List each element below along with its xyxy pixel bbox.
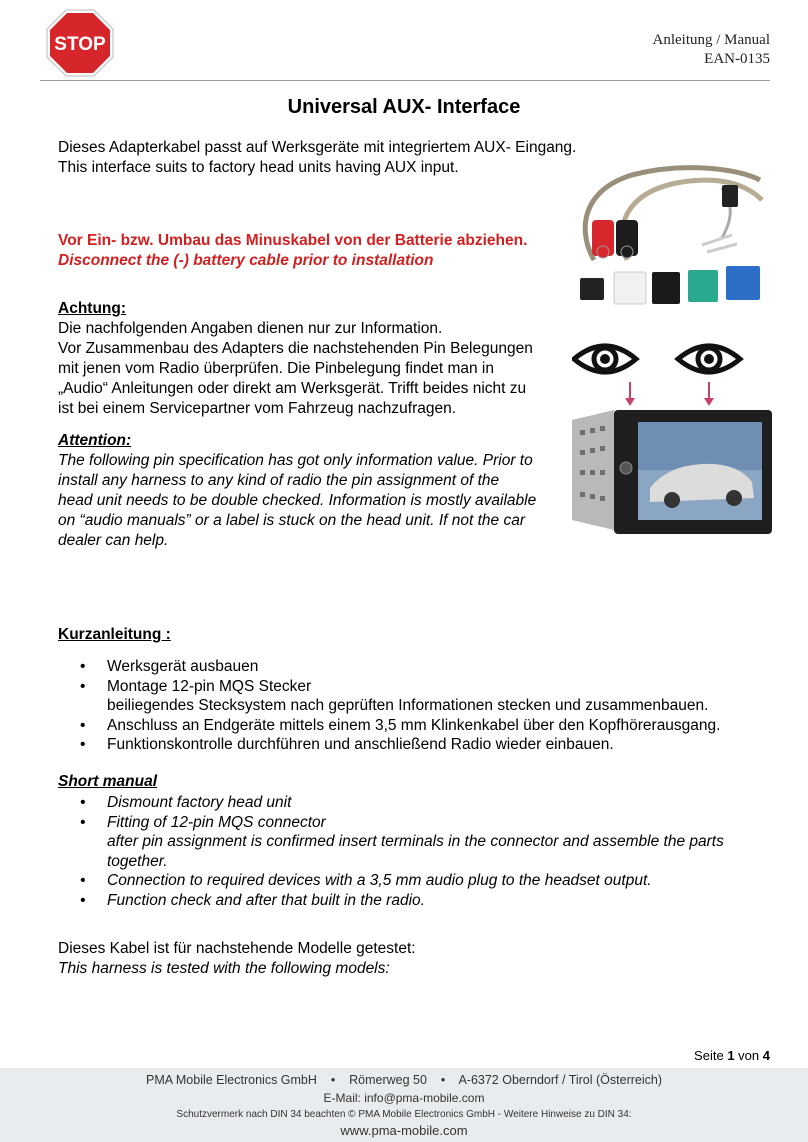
list-item: • Fitting of 12-pin MQS connector after pin assignment is confirmed insert terminals in the connector and assemble the parts together. [58, 813, 770, 872]
eye-left-icon [574, 346, 636, 372]
tested-de: Dieses Kabel ist für nachstehende Modelle getestet: [58, 940, 416, 957]
list-item: • Funktionskontrolle durchführen und anschließend Radio wieder einbauen. [58, 735, 768, 755]
attention-line: dealer can help. [58, 532, 169, 549]
intro-de: Dieses Adapterkabel passt auf Werksgeräte mit integriertem AUX- Eingang. [58, 139, 577, 156]
footer-email[interactable]: E-Mail: info@pma-mobile.com [323, 1091, 485, 1105]
kurzanleitung-heading: Kurzanleitung : [58, 626, 171, 643]
head-unit-image [572, 410, 772, 536]
achtung-line: Die nachfolgenden Angaben dienen nur zur Information. [58, 320, 443, 337]
achtung-section [58, 299, 533, 419]
short-manual-list [58, 793, 770, 910]
achtung-line: „Audio“ Anleitungen oder direkt am Werksgerät. Trifft beides nicht zu [58, 380, 527, 397]
warning-en: Disconnect the (-) battery cable prior to installation [58, 252, 434, 269]
stop-sign-label: STOP [54, 34, 106, 55]
list-item: • Function check and after that built in the radio. [58, 891, 770, 911]
list-item: • Connection to required devices with a 3,5 mm audio plug to the headset output. [58, 871, 770, 891]
tested-models-text [58, 939, 416, 979]
stop-sign-icon [46, 9, 114, 77]
footer-legal: Schutzvermerk nach DIN 34 beachten © PMA Mobile Electronics GmbH - Weitere Hinweise zu DIN 34: [176, 1109, 632, 1120]
short-manual-heading: Short manual [58, 773, 158, 790]
tested-en: This harness is tested with the following models: [58, 960, 390, 977]
attention-heading: Attention: [58, 432, 132, 449]
ean-code: EAN-0135 [704, 51, 770, 67]
header-divider [40, 80, 770, 81]
page-title: Universal AUX- Interface [287, 96, 521, 118]
intro-text [58, 138, 576, 178]
arrow-down-right-icon [704, 398, 714, 406]
attention-line: head unit needs to be double checked. Information is mostly available [58, 492, 537, 509]
intro-en: This interface suits to factory head units having AUX input. [58, 159, 459, 176]
doc-type: Anleitung / Manual [652, 32, 770, 48]
page-footer [0, 1068, 808, 1142]
achtung-line: mit jenen vom Radio überprüfen. Die Pinbelegung findet man in [58, 360, 494, 377]
page-number: Seite 1 von 4 [694, 1048, 770, 1063]
inspect-eyes-image [572, 338, 772, 408]
attention-section [58, 431, 536, 551]
list-item: • Dismount factory head unit [58, 793, 770, 813]
document-header [653, 31, 770, 69]
eye-right-icon [678, 346, 740, 372]
attention-line: install any harness to any kind of radio the pin assignment of the [58, 472, 500, 489]
footer-website-link[interactable]: www.pma-mobile.com [340, 1123, 468, 1138]
list-item: • Werksgerät ausbauen [58, 657, 768, 677]
warning-de: Vor Ein- bzw. Umbau das Minuskabel von der Batterie abziehen. [58, 232, 528, 249]
cable-connectors-image [572, 160, 778, 308]
footer-address: PMA Mobile Electronics GmbH • Römerweg 50 • A-6372 Oberndorf / Tirol (Österreich) [146, 1073, 662, 1087]
list-item: • Anschluss an Endgeräte mittels einem 3,5 mm Klinkenkabel über den Kopfhörerausgang. [58, 716, 768, 736]
kurzanleitung-list [58, 657, 768, 755]
achtung-line: Vor Zusammenbau des Adapters die nachstehenden Pin Belegungen [58, 340, 533, 357]
attention-line: on “audio manuals” or a label is stuck on the head unit. If not the car [58, 512, 525, 529]
achtung-heading: Achtung: [58, 300, 127, 317]
list-item: • Montage 12-pin MQS Stecker beiliegendes Stecksystem nach geprüften Informationen stecken und zusammenbauen. [58, 677, 768, 716]
battery-warning [58, 231, 527, 271]
attention-line: The following pin specification has got only information value. Prior to [58, 452, 533, 469]
achtung-line: ist bei einem Servicepartner vom Fahrzeug nachzufragen. [58, 400, 457, 417]
arrow-down-left-icon [625, 398, 635, 406]
